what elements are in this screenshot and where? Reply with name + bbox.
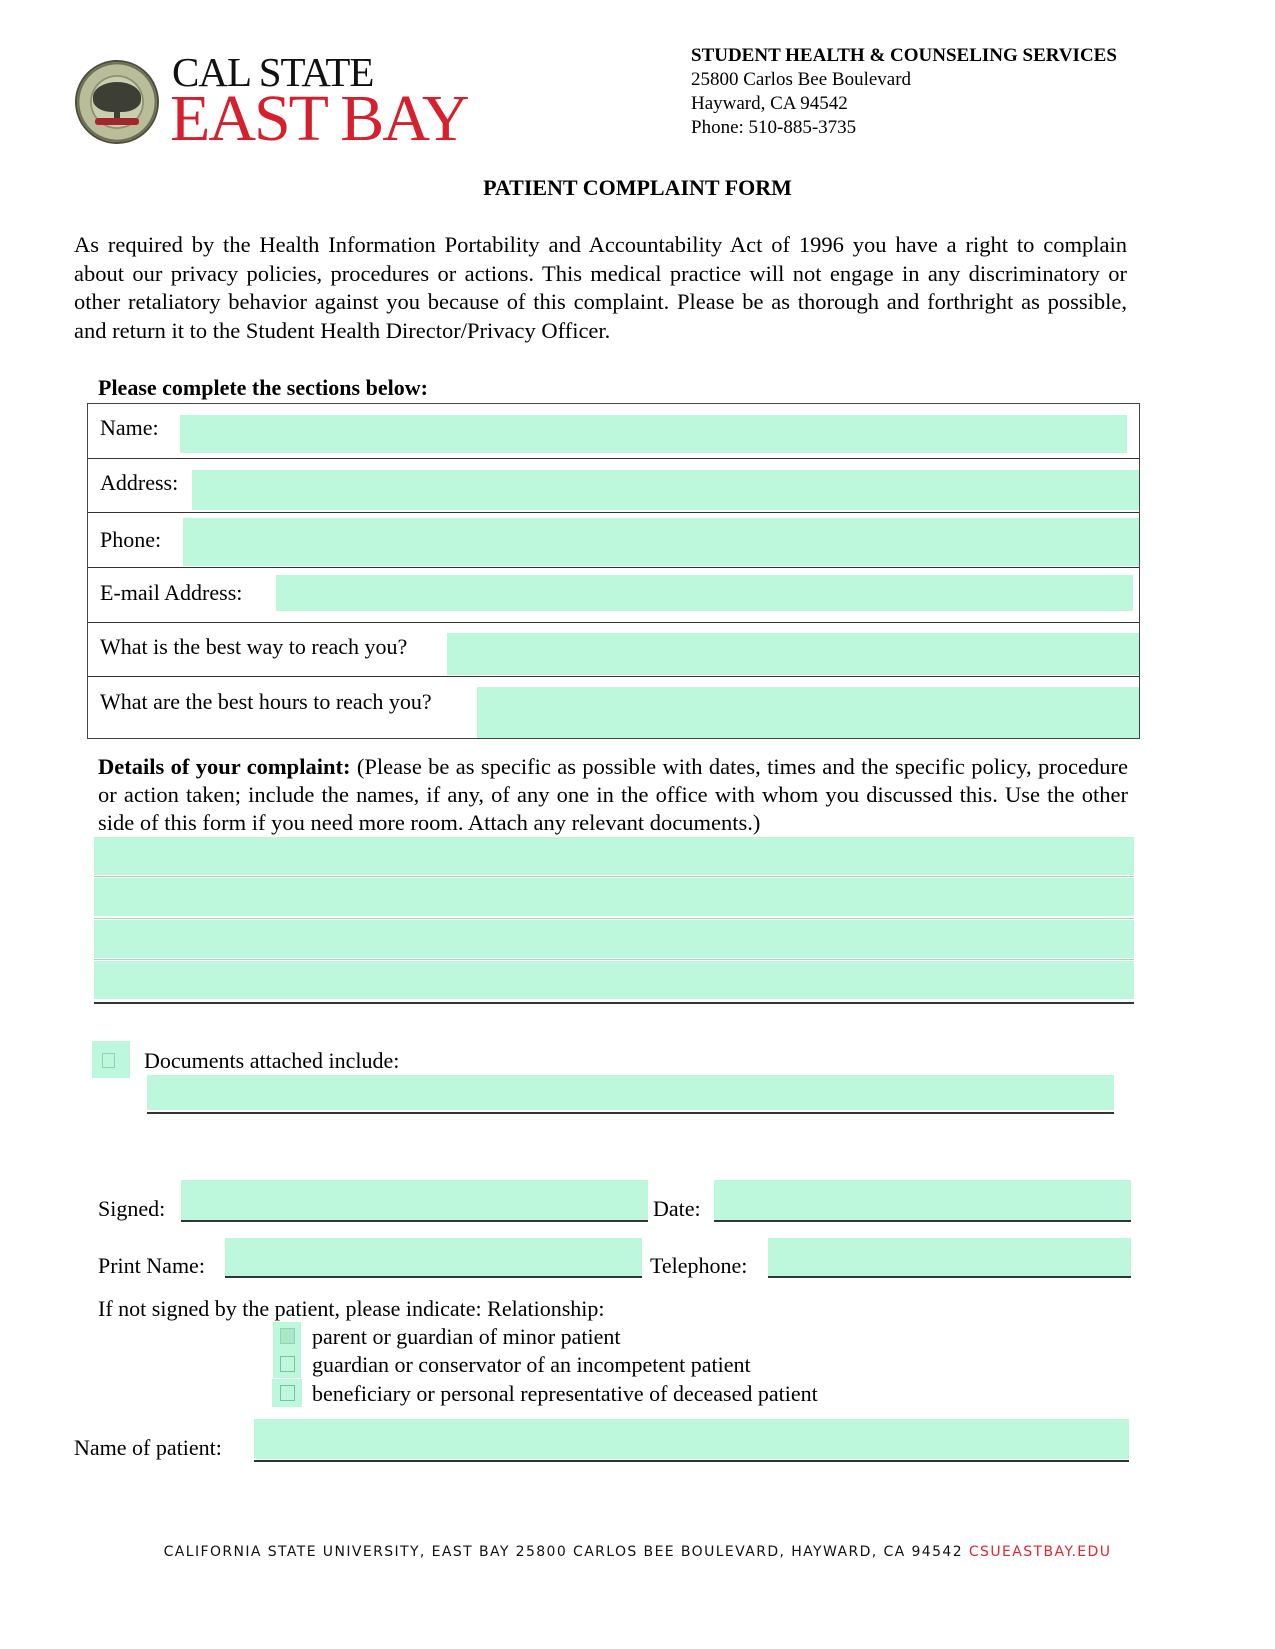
relationship-conservator-label: guardian or conservator of an incompetent patient [312, 1352, 751, 1377]
signature-underline [181, 1220, 648, 1222]
relationship-prompt: If not signed by the patient, please indicate: Relationship: [98, 1296, 605, 1321]
logo-east-bay: EAST BAY [170, 82, 468, 155]
page-footer [0, 1544, 1275, 1560]
relationship-conservator-checkbox[interactable] [273, 1350, 301, 1378]
university-seal-icon [75, 60, 159, 144]
complaint-line-1-input[interactable] [94, 837, 1134, 875]
table-row-best-hours [88, 676, 1139, 740]
footer-website-link[interactable]: CSUEASTBAY.EDU [968, 1544, 1112, 1560]
intro-paragraph [74, 231, 1127, 345]
checkbox-box-icon [280, 1328, 295, 1344]
checkbox-box-icon [280, 1385, 295, 1401]
telephone-label: Telephone: [650, 1253, 748, 1278]
department-city: Hayward, CA 94542 [691, 93, 848, 114]
department-street: 25800 Carlos Bee Boulevard [691, 69, 912, 90]
logo-cal-state: CAL STATE [172, 49, 374, 95]
complaint-line-3-rule [94, 959, 1134, 960]
footer-address: CALIFORNIA STATE UNIVERSITY, EAST BAY 25800 CARLOS BEE BOULEVARD, HAYWARD, CA 94542 [163, 1544, 969, 1560]
best-hours-label: What are the best hours to reach you? [100, 689, 432, 714]
relationship-beneficiary-label: beneficiary or personal representative of deceased patient [312, 1381, 818, 1406]
date-label: Date: [653, 1196, 701, 1221]
best-hours-input[interactable] [477, 687, 1139, 738]
complaint-underline [94, 1002, 1134, 1004]
patient-name-underline [254, 1460, 1129, 1462]
date-input[interactable] [714, 1180, 1131, 1220]
best-way-label: What is the best way to reach you? [100, 634, 408, 659]
signed-label: Signed: [98, 1196, 166, 1221]
name-label: Name: [100, 415, 159, 440]
name-input[interactable] [180, 415, 1127, 453]
documents-attached-input[interactable] [147, 1075, 1114, 1110]
complaint-line-4-input[interactable] [94, 961, 1134, 999]
table-row-email [88, 567, 1139, 623]
department-phone: Phone: 510-885-3735 [691, 117, 857, 138]
table-row-phone [88, 512, 1139, 568]
print-name-input[interactable] [225, 1238, 642, 1276]
complaint-details-instructions [98, 753, 1128, 837]
telephone-input[interactable] [768, 1238, 1131, 1276]
documents-attached-checkbox[interactable] [92, 1041, 130, 1078]
relationship-parent-checkbox[interactable] [273, 1322, 301, 1350]
email-input[interactable] [276, 575, 1133, 611]
department-address-block [691, 44, 1117, 140]
phone-input[interactable] [183, 518, 1139, 566]
patient-name-label: Name of patient: [74, 1435, 222, 1460]
complaint-line-2-rule [94, 918, 1134, 919]
department-name: STUDENT HEALTH & COUNSELING SERVICES [691, 45, 1117, 66]
date-underline [714, 1220, 1131, 1222]
documents-attached-label: Documents attached include: [144, 1048, 400, 1073]
phone-label: Phone: [100, 527, 162, 552]
table-row-best-way [88, 622, 1139, 677]
checkbox-box-icon [102, 1053, 115, 1068]
documents-underline [147, 1112, 1114, 1114]
complaint-line-2-input[interactable] [94, 878, 1134, 916]
intro-text: As required by the Health Information Portability and Accountability Act of 1996 you have a right to complain about our privacy policies, procedures or actions. This medical practice will not engage in any discriminatory or other retaliatory behavior against you because of this complaint. Please be as thorough and forthright as possible, and return it to the Student Health Director/Privacy Officer. [74, 232, 1127, 343]
complaint-line-1-rule [94, 876, 1134, 877]
best-way-input[interactable] [447, 633, 1139, 675]
table-row-address [88, 458, 1139, 513]
print-name-label: Print Name: [98, 1253, 205, 1278]
complaint-details-text: (Please be as specific as possible with dates, times and the specific policy, procedure or action taken; include the names, if any, of any one in the office with whom you discussed this. Use the other side of this form if you need more room. Attach any relevant documents.) [98, 754, 1128, 835]
contact-section-heading: Please complete the sections below: [98, 375, 428, 400]
contact-info-table [87, 403, 1140, 739]
email-label: E-mail Address: [100, 580, 243, 605]
patient-name-input[interactable] [254, 1419, 1129, 1459]
address-label: Address: [100, 470, 179, 495]
checkbox-box-icon [280, 1356, 295, 1372]
address-input[interactable] [192, 470, 1139, 510]
relationship-beneficiary-checkbox[interactable] [272, 1379, 302, 1407]
form-title: PATIENT COMPLAINT FORM [483, 175, 792, 200]
telephone-underline [768, 1276, 1131, 1278]
relationship-parent-label: parent or guardian of minor patient [312, 1324, 621, 1349]
complaint-details-heading: Details of your complaint: [98, 754, 351, 779]
seal-banner-shape [95, 118, 139, 125]
signature-input[interactable] [181, 1180, 648, 1220]
print-name-underline [225, 1276, 642, 1278]
table-row-name [88, 403, 1139, 458]
complaint-line-3-input[interactable] [94, 920, 1134, 958]
